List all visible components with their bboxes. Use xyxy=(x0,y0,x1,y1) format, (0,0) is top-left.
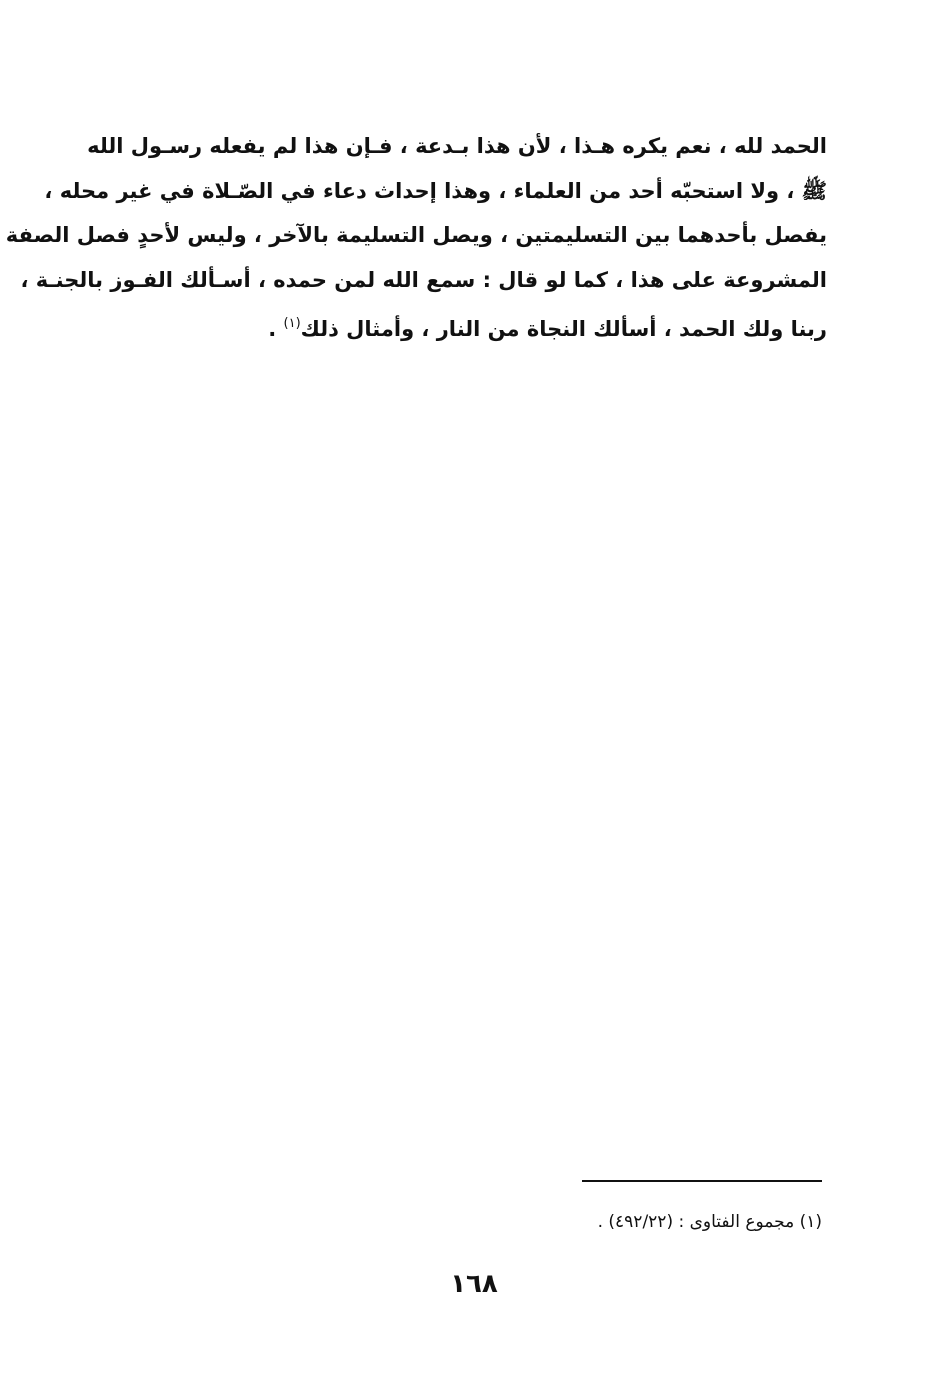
footnote-marker: (١) xyxy=(283,316,301,331)
closing-period: . xyxy=(268,317,284,341)
paragraph-line-5-text: ربنا ولك الحمد ، أسألك النجاة من النار ، وأمثال ذلك xyxy=(300,317,827,341)
paragraph-line-2: ﷺ ، ولا استحبّه أحد من العلماء ، وهذا إحداث دعاء في الصّـلاة في غير محله ، xyxy=(44,178,827,203)
main-paragraph xyxy=(5,124,827,352)
paragraph-line-4: المشروعة على هذا ، كما لو قال : سمع الله لمن حمده ، أسـألك الفـوز بالجنـة ، xyxy=(20,267,827,292)
paragraph-line-1: الحمد لله ، نعم يكره هـذا ، لأن هذا بـدعة ، فـإن هذا لم يفعله رسـول الله xyxy=(87,134,827,158)
paragraph-line-3: يفصل بأحدهما بين التسليمتين ، ويصل التسليمة بالآخر ، وليس لأحدٍ فصل الصفة xyxy=(5,223,827,247)
paragraph-line-5 xyxy=(112,302,827,352)
page-number: ١٦٨ xyxy=(450,1269,498,1299)
footnote: (١) مجموع الفتاوى : (٤٩٢/٢٢) . xyxy=(597,1212,822,1232)
footnote-separator xyxy=(582,1180,822,1182)
